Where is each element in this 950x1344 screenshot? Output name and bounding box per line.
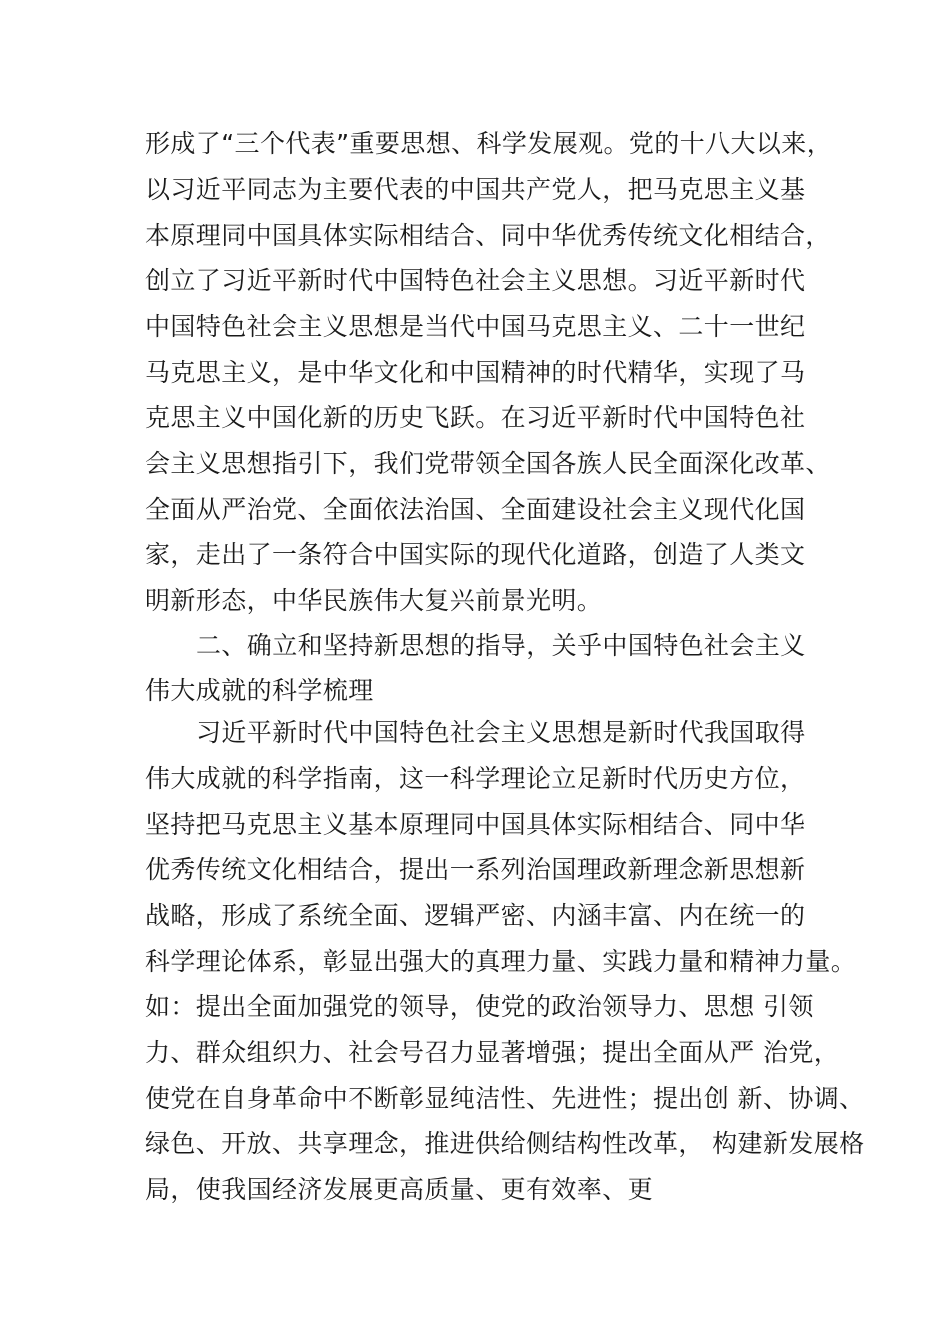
- text-line: 科学理论体系，彰显出强大的真理力量、实践力量和精神力量。: [145, 947, 857, 976]
- section-heading-line: 二、确立和坚持新思想的指导，关乎中国特色社会主义: [196, 631, 806, 660]
- text-line: 形成了“三个代表”重要思想、科学发展观。党的十八大以来，: [145, 129, 833, 158]
- text-line: 优秀传统文化相结合，提出一系列治国理政新理念新思想新: [145, 855, 806, 884]
- text-line: 伟大成就的科学指南，这一科学理论立足新时代历史方位，: [145, 764, 806, 793]
- text-line: 会主义思想指引下，我们党带领全国各族人民全面深化改革、: [145, 449, 831, 478]
- text-line: 中国特色社会主义思想是当代中国马克思主义、二十一世纪: [145, 312, 806, 341]
- text-line: 力、群众组织力、社会号召力显著增强；提出全面从严 治党，: [145, 1038, 840, 1067]
- text-line: 以习近平同志为主要代表的中国共产党人，把马克思主义基: [145, 175, 806, 204]
- text-line: 局，使我国经济发展更高质量、更有效率、更: [145, 1175, 654, 1204]
- text-line: 绿色、开放、共享理念，推进供给侧结构性改革， 构建新发展格: [145, 1129, 865, 1158]
- text-line: 马克思主义，是中华文化和中国精神的时代精华，实现了马: [145, 358, 806, 387]
- text-line: 创立了习近平新时代中国特色社会主义思想。习近平新时代: [145, 266, 806, 295]
- paragraph-first-line: 习近平新时代中国特色社会主义思想是新时代我国取得: [196, 718, 806, 747]
- text-line: 使党在自身革命中不断彰显纯洁性、先进性；提出创 新、协调、: [145, 1084, 865, 1113]
- text-line: 坚持把马克思主义基本原理同中国具体实际相结合、同中华: [145, 810, 806, 839]
- text-line: 战略，形成了系统全面、逻辑严密、内涵丰富、内在统一的: [145, 901, 806, 930]
- text-line: 全面从严治党、全面依法治国、全面建设社会主义现代化国: [145, 495, 806, 524]
- text-line: 家，走出了一条符合中国实际的现代化道路，创造了人类文: [145, 540, 806, 569]
- section-heading-line: 伟大成就的科学梳理: [145, 676, 374, 705]
- text-line: 如：提出全面加强党的领导，使党的政治领导力、思想 引领: [145, 992, 814, 1021]
- text-line: 克思主义中国化新的历史飞跃。在习近平新时代中国特色社: [145, 403, 806, 432]
- text-line: 本原理同中国具体实际相结合、同中华优秀传统文化相结合，: [145, 221, 831, 250]
- text-line: 明新形态，中华民族伟大复兴前景光明。: [145, 586, 603, 615]
